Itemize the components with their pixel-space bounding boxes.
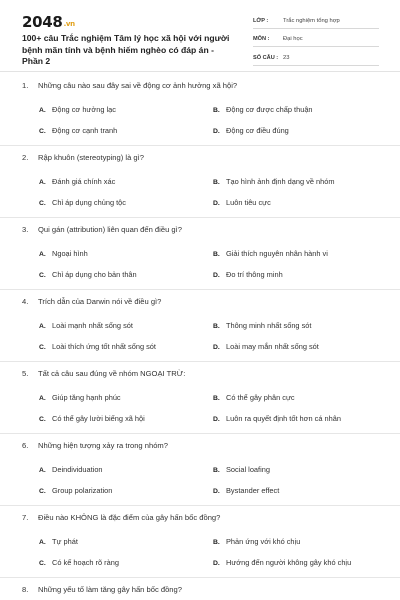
option-c[interactable] bbox=[39, 486, 112, 495]
option-text: Động cơ được chấp thuận bbox=[226, 105, 313, 114]
option-c[interactable] bbox=[39, 414, 145, 423]
question-stem: Những câu nào sau đây sai về động cơ ảnh hưởng xã hội? bbox=[38, 81, 238, 90]
meta-row-class bbox=[253, 14, 379, 29]
question-item bbox=[0, 506, 400, 578]
question-stem: Trích dẫn của Darwin nói về điều gì? bbox=[38, 297, 162, 306]
option-b[interactable] bbox=[213, 393, 295, 402]
question-number: 2. bbox=[22, 153, 29, 162]
option-text: Có thể gây lười biếng xã hội bbox=[52, 414, 145, 423]
question-item bbox=[0, 218, 400, 290]
option-letter: D. bbox=[213, 272, 220, 279]
option-text: Đo trí thông minh bbox=[226, 270, 283, 279]
option-letter: C. bbox=[39, 128, 46, 135]
option-text: Bystander effect bbox=[226, 486, 280, 495]
option-letter: A. bbox=[39, 323, 46, 330]
option-b[interactable] bbox=[213, 465, 270, 474]
question-item bbox=[0, 434, 400, 506]
option-text: Social loafing bbox=[226, 465, 270, 474]
question-stem: Tất cả câu sau đúng về nhóm NGOẠI TRỪ: bbox=[38, 369, 186, 378]
meta-value: Trắc nghiệm tổng hợp bbox=[283, 17, 340, 24]
option-letter: D. bbox=[213, 560, 220, 567]
option-text: Ngoại hình bbox=[52, 249, 88, 258]
question-item bbox=[0, 362, 400, 434]
option-text: Tạo hình ảnh định dạng về nhóm bbox=[226, 177, 335, 186]
question-number: 3. bbox=[22, 225, 29, 234]
option-text: Tự phát bbox=[52, 537, 78, 546]
question-stem: Những hiện tượng xảy ra trong nhóm? bbox=[38, 441, 168, 450]
meta-label: LỚP : bbox=[253, 17, 269, 24]
document-title: 100+ câu Trắc nghiệm Tâm lý học xã hội với người bệnh mãn tính và bệnh hiếm nghèo có đáp án - Phần 2 bbox=[22, 33, 230, 66]
option-letter: C. bbox=[39, 416, 46, 423]
option-text: Deindividuation bbox=[52, 465, 103, 474]
option-letter: B. bbox=[213, 179, 220, 186]
option-a[interactable] bbox=[39, 105, 116, 114]
meta-row-count bbox=[253, 51, 379, 66]
option-b[interactable] bbox=[213, 105, 313, 114]
question-item bbox=[0, 74, 400, 146]
option-text: Động cơ hưởng lạc bbox=[52, 105, 116, 114]
option-text: Group polarization bbox=[52, 486, 113, 495]
question-stem: Những yếu tố làm tăng gây hấn bốc đồng? bbox=[38, 585, 182, 594]
option-a[interactable] bbox=[39, 537, 78, 546]
option-text: Động cơ điều đúng bbox=[226, 126, 289, 135]
option-letter: A. bbox=[39, 467, 46, 474]
question-number: 8. bbox=[22, 585, 29, 594]
question-text bbox=[22, 153, 144, 162]
option-letter: B. bbox=[213, 467, 220, 474]
question-item bbox=[0, 146, 400, 218]
option-b[interactable] bbox=[213, 249, 328, 258]
question-number: 4. bbox=[22, 297, 29, 306]
option-text: Động cơ cạnh tranh bbox=[52, 126, 118, 135]
option-letter: B. bbox=[213, 251, 220, 258]
option-a[interactable] bbox=[39, 249, 88, 258]
option-a[interactable] bbox=[39, 393, 121, 402]
option-text: Phản ứng với khó chịu bbox=[226, 537, 301, 546]
document-meta bbox=[253, 14, 379, 70]
question-text bbox=[22, 513, 220, 522]
option-b[interactable] bbox=[213, 321, 311, 330]
option-d[interactable] bbox=[213, 414, 341, 423]
option-text: Loài thích ứng tốt nhất sống sót bbox=[52, 342, 156, 351]
option-c[interactable] bbox=[39, 198, 126, 207]
option-letter: A. bbox=[39, 395, 46, 402]
option-letter: B. bbox=[213, 107, 220, 114]
option-letter: B. bbox=[213, 539, 220, 546]
option-letter: A. bbox=[39, 107, 46, 114]
question-number: 7. bbox=[22, 513, 29, 522]
site-logo[interactable] bbox=[22, 13, 75, 31]
option-a[interactable] bbox=[39, 321, 133, 330]
option-letter: B. bbox=[213, 395, 220, 402]
meta-row-subject bbox=[253, 33, 379, 48]
question-stem: Rập khuôn (stereotyping) là gì? bbox=[38, 153, 144, 162]
option-letter: C. bbox=[39, 560, 46, 567]
option-text: Luôn ra quyết định tốt hơn cá nhân bbox=[226, 414, 341, 423]
option-letter: C. bbox=[39, 344, 46, 351]
meta-label: MÔN : bbox=[253, 36, 270, 43]
option-text: Có kế hoạch rõ ràng bbox=[52, 558, 119, 567]
option-text: Hướng đến người không gây khó chịu bbox=[226, 558, 352, 567]
option-letter: D. bbox=[213, 488, 220, 495]
option-letter: C. bbox=[39, 200, 46, 207]
option-text: Luôn tiêu cực bbox=[226, 198, 271, 207]
option-text: Loài may mắn nhất sống sót bbox=[226, 342, 319, 351]
option-d[interactable] bbox=[213, 342, 319, 351]
option-b[interactable] bbox=[213, 177, 334, 186]
question-text bbox=[22, 585, 182, 594]
option-text: Có thể gây phân cực bbox=[226, 393, 295, 402]
option-d[interactable] bbox=[213, 270, 283, 279]
question-item bbox=[0, 290, 400, 362]
option-letter: D. bbox=[213, 344, 220, 351]
question-stem: Qui gán (attribution) liên quan đến điều gì? bbox=[38, 225, 182, 234]
option-c[interactable] bbox=[39, 558, 119, 567]
option-text: Đánh giá chính xác bbox=[52, 177, 116, 186]
option-b[interactable] bbox=[213, 537, 300, 546]
option-letter: A. bbox=[39, 179, 46, 186]
question-text bbox=[22, 297, 161, 306]
option-letter: B. bbox=[213, 323, 220, 330]
question-number: 5. bbox=[22, 369, 29, 378]
document-header bbox=[0, 0, 400, 66]
question-text bbox=[22, 81, 237, 90]
option-c[interactable] bbox=[39, 270, 137, 279]
question-stem: Điều nào KHÔNG là đặc điểm của gây hấn bốc đồng? bbox=[38, 513, 221, 522]
option-c[interactable] bbox=[39, 126, 117, 135]
option-d[interactable] bbox=[213, 126, 289, 135]
option-letter: D. bbox=[213, 200, 220, 207]
option-text: Thông minh nhất sống sót bbox=[226, 321, 312, 330]
meta-value: Đại học bbox=[283, 36, 303, 43]
option-d[interactable] bbox=[213, 486, 279, 495]
option-letter: C. bbox=[39, 272, 46, 279]
option-c[interactable] bbox=[39, 342, 156, 351]
question-text bbox=[22, 225, 182, 234]
meta-value: 23 bbox=[283, 54, 290, 61]
option-text: Giải thích nguyên nhân hành vi bbox=[226, 249, 328, 258]
option-text: Chỉ áp dụng cho bản thân bbox=[52, 270, 137, 279]
option-a[interactable] bbox=[39, 177, 115, 186]
option-letter: A. bbox=[39, 539, 46, 546]
question-text bbox=[22, 441, 168, 450]
meta-label: SỐ CÂU : bbox=[253, 54, 279, 61]
option-letter: C. bbox=[39, 488, 46, 495]
question-number: 6. bbox=[22, 441, 29, 450]
option-letter: D. bbox=[213, 416, 220, 423]
header-divider bbox=[0, 71, 400, 72]
option-text: Loài mạnh nhất sống sót bbox=[52, 321, 133, 330]
question-text bbox=[22, 369, 185, 378]
option-d[interactable] bbox=[213, 198, 271, 207]
question-item bbox=[0, 578, 400, 600]
option-a[interactable] bbox=[39, 465, 103, 474]
logo-suffix: .vn bbox=[63, 20, 75, 28]
option-d[interactable] bbox=[213, 558, 351, 567]
option-letter: D. bbox=[213, 128, 220, 135]
question-list bbox=[0, 74, 400, 600]
option-text: Chỉ áp dụng chủng tộc bbox=[52, 198, 126, 207]
question-number: 1. bbox=[22, 81, 29, 90]
option-text: Giúp tăng hạnh phúc bbox=[52, 393, 121, 402]
option-letter: A. bbox=[39, 251, 46, 258]
logo-text: 2048 bbox=[22, 13, 63, 31]
